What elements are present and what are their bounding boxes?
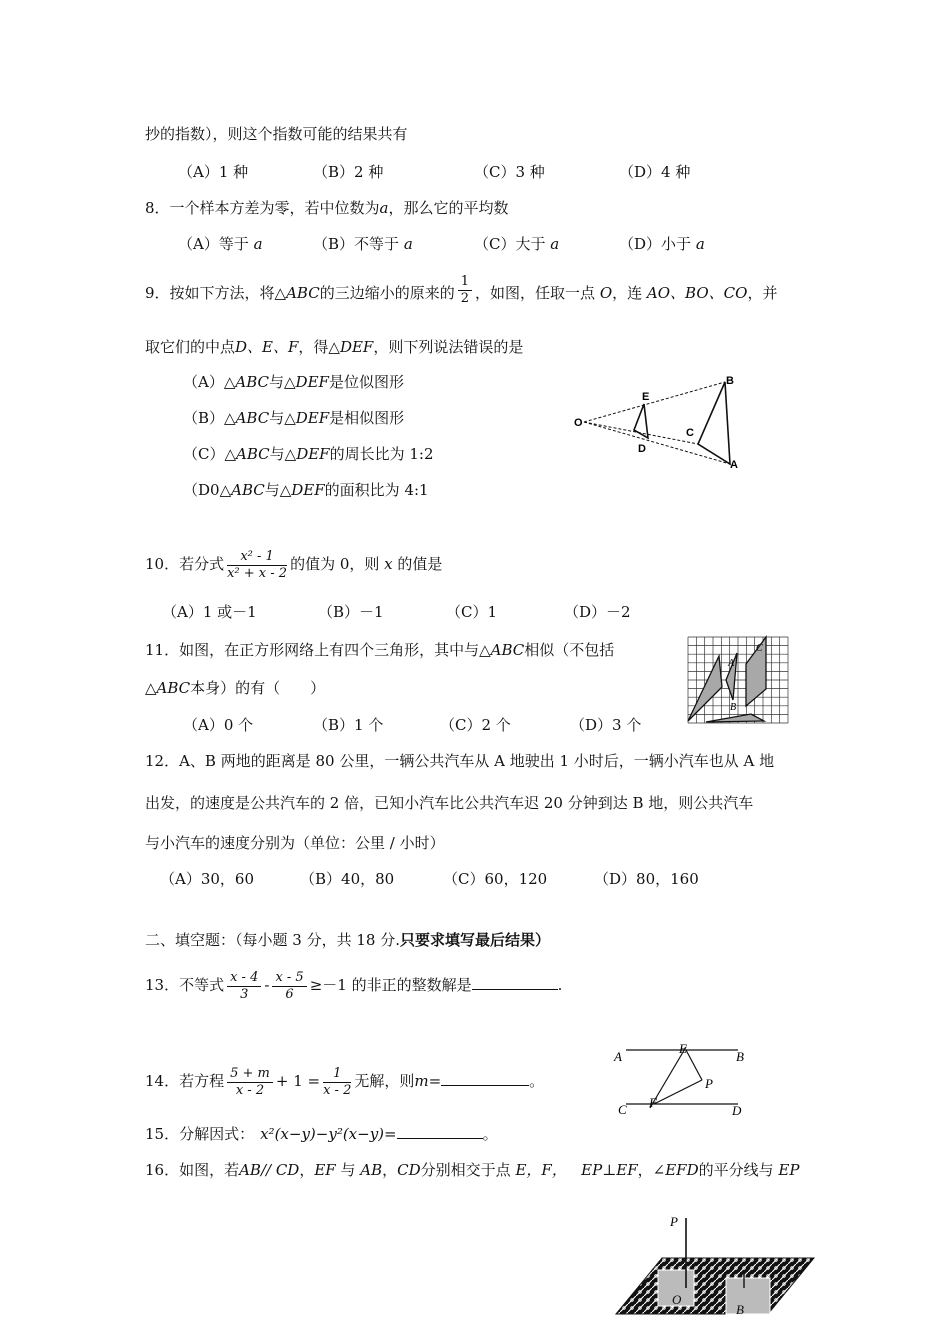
q11-line2: △ABC本身）的有（ ） [145,679,326,697]
q12-option-c: （C）60，120 [443,870,548,888]
section2-title: 二、填空题：（每小题 3 分，共 18 分.只要求填写最后结果） [145,931,550,949]
q13-stem: 13．不等式 $\frac{x - 4}{3}$ - $\frac{x - 5}{6}$ ≥－1 的非正的整数解是 . [145,969,563,1002]
q14-label-e: E [679,1041,687,1056]
q8-option-b: （B）不等于 a [313,235,413,253]
q10-option-b: （B）－1 [318,603,384,621]
q14-label-p: P [705,1076,713,1091]
q11-option-c: （C）2 个 [440,716,511,734]
q7-option-b: （B）2 种 [313,163,384,181]
q12-option-d: （D）80，160 [594,870,699,888]
q14-label-c: C [618,1102,627,1117]
q9-option-c: （C）△ABC与△DEF的周长比为 1:2 [183,445,434,463]
q11-label-c: C [756,643,763,654]
q14-stem: 14．若方程 $\frac{5 + m}{x - 2}$ + 1 = $\frac{1}{x - 2}$ 无解，则m= 。 [145,1065,545,1098]
q11-option-b: （B）1 个 [313,716,384,734]
q12-line3: 与小汽车的速度分别为（单位：公里 / 小时） [145,834,445,852]
q14-answer-blank[interactable] [441,1071,529,1086]
q12-option-a: （A）30，60 [160,870,255,888]
q16-stem: 16．如图，若AB// CD，EF 与 AB，CD分别相交于点 E，F， EP⊥EF，∠EFD的平分线与 EP [145,1161,800,1179]
q9-label-c: C [686,427,694,439]
q14-label-d: D [732,1103,742,1118]
q7-stem-tail: 抄的指数），则这个指数可能的结果共有 [145,125,408,143]
q9-label-d: D [638,443,646,455]
q10-option-d: （D）－2 [564,603,631,621]
q8-option-c: （C）大于 a [474,235,560,253]
q12-option-b: （B）40，80 [300,870,395,888]
q10-fraction: $\frac{\text{x² - 1}}{\text{x² + x - 2}}$ [227,548,288,581]
q9-option-b: （B）△ABC与△DEF是相似图形 [183,409,405,427]
bottom-label-p: P [670,1214,678,1229]
q10-stem: 10．若分式 $\frac{\text{x² - 1}}{\text{x² + x - 2}}$ 的值为 0，则 x 的值是 [145,548,443,581]
q9-fraction: $\frac{1}{2}$ [458,274,472,307]
q11-option-a: （A）0 个 [183,716,254,734]
q9-line1: 9．按如下方法，将△ABC的三边缩小的原来的 $\frac{1}{2}$ ，如图，任取一点 O，连 AO、BO、CO，并 [145,273,778,306]
bottom-label-o: O [672,1292,682,1307]
q7-option-d: （D）4 种 [619,163,691,181]
q12-line1: 12．A、B 两地的距离是 80 公里，一辆公共汽车从 A 地驶出 1 小时后，一辆小汽车也从 A 地 [145,752,775,770]
bottom-label-b: B [736,1302,744,1317]
q11-option-d: （D）3 个 [570,716,642,734]
bottom-plane-figure [612,1208,822,1344]
q11-label-a: A [728,658,735,669]
q10-option-c: （C）1 [446,603,498,621]
q12-line2: 出发，的速度是公共汽车的 2 倍，已知小汽车比公共汽车迟 20 分钟到达 B 地，则公共汽车 [145,794,754,812]
q9-label-o: O [574,417,583,429]
q8-stem: 8．一个样本方差为零，若中位数为a，那么它的平均数 [145,199,509,217]
q15-stem: 15．分解因式： x²(x−y)−y²(x−y)= 。 [145,1125,498,1143]
q10-option-a: （A）1 或－1 [162,603,257,621]
q7-option-a: （A）1 种 [178,163,249,181]
q9-label-b: B [726,375,734,387]
q9-label-e: E [642,391,650,403]
q13-answer-blank[interactable] [472,975,558,990]
q11-label-b: B [730,702,737,713]
q9-label-a: A [730,459,738,471]
q8-option-d: （D）小于 a [619,235,705,253]
q14-parallel-lines-figure [610,1040,760,1120]
q7-option-c: （C）3 种 [474,163,545,181]
q9-option-d: （D0△ABC与△DEF的面积比为 4:1 [183,481,429,499]
q9-line2: 取它们的中点D、E、F，得△DEF，则下列说法错误的是 [145,338,524,356]
q8-option-a: （A）等于 a [178,235,263,253]
q9-homothety-figure [570,372,760,472]
q14-label-a: A [614,1049,622,1064]
q15-answer-blank[interactable] [397,1124,483,1139]
q11-grid-figure [686,635,790,725]
q14-label-f: F [649,1095,657,1110]
q9-option-a: （A）△ABC与△DEF是位似图形 [183,373,404,391]
q14-label-b: B [736,1049,744,1064]
q11-line1: 11．如图，在正方形网络上有四个三角形，其中与△ABC相似（不包括 [145,641,615,659]
